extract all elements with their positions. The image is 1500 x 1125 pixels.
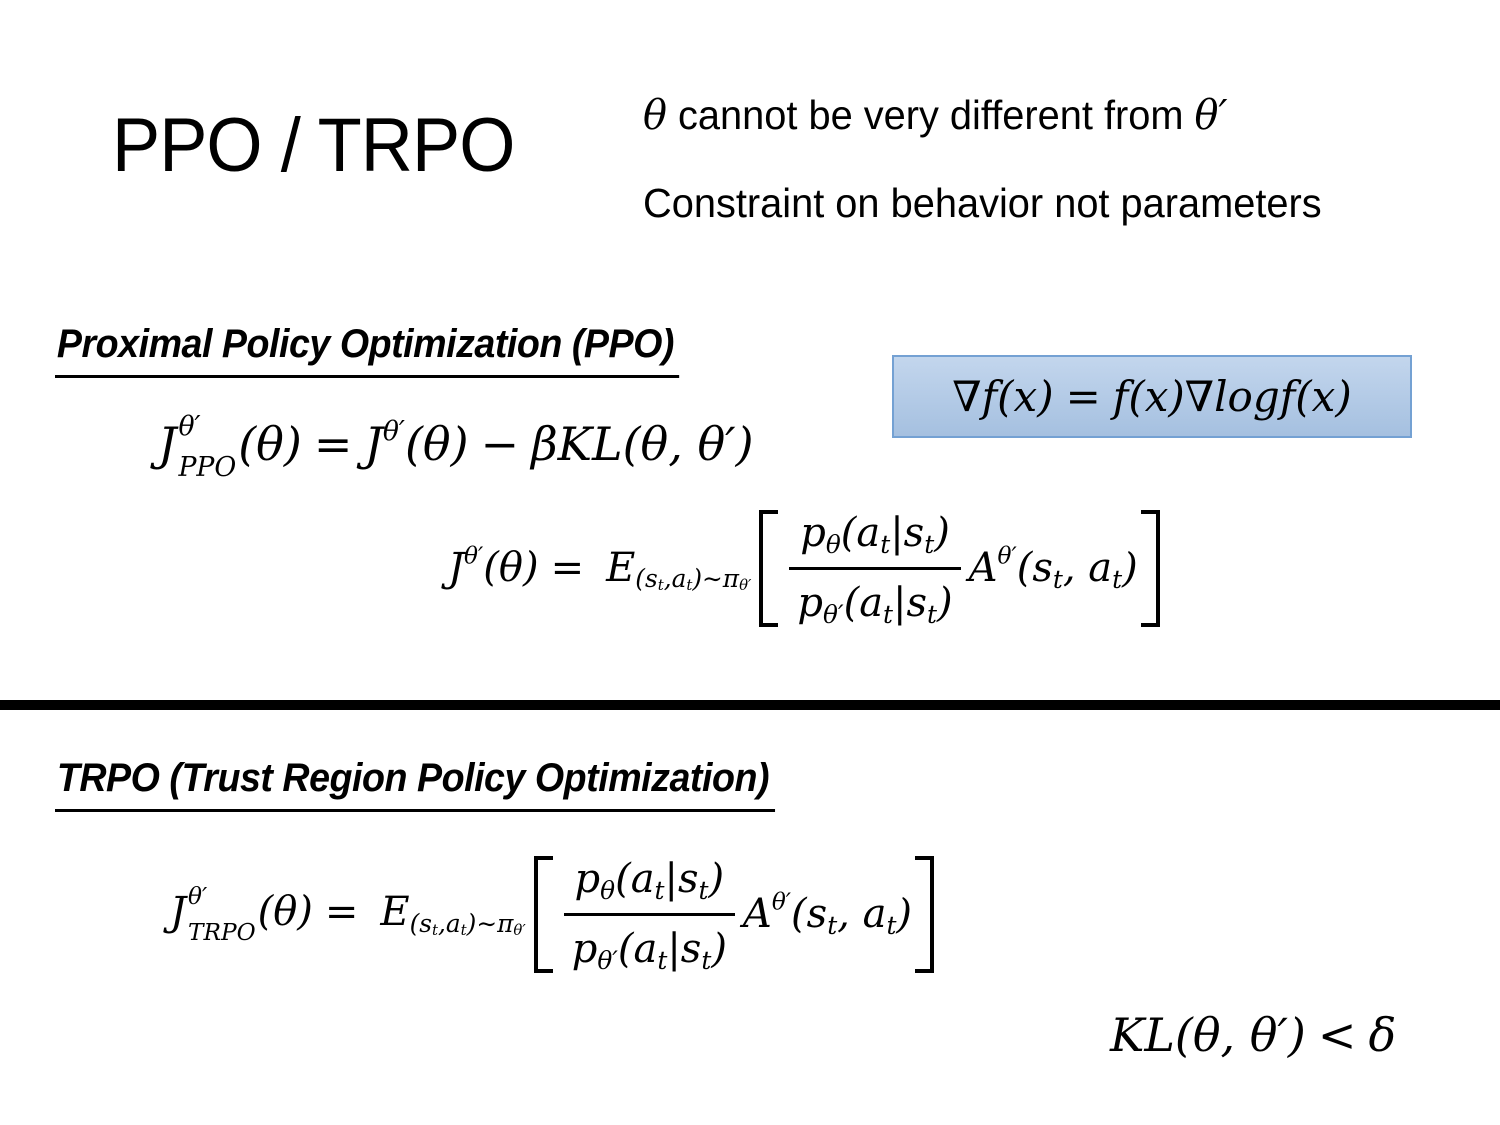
note-line-1 (643, 92, 1228, 139)
note-line-1-text: cannot be very different from (666, 92, 1195, 138)
slide-title: PPO / TRPO (112, 103, 515, 188)
right-bracket (1141, 510, 1160, 627)
gradient-identity-formula: ∇f(x) = f(x)∇logf(x) (952, 372, 1352, 421)
section-divider (0, 700, 1500, 710)
left-bracket (759, 510, 778, 627)
ppo-section-heading: Proximal Policy Optimization (PPO) (55, 322, 680, 378)
kl-constraint-formula: KL(θ, θ′) < δ (1110, 1008, 1397, 1062)
theta-prime-symbol: θ′ (1194, 91, 1228, 139)
fraction: $\frac{p_\theta(a_t|s_t)}{p_{\theta'}(a_t|s_t)}$ (789, 510, 960, 627)
ppo-objective-formula: J θ′ PPO $(\theta) = J^{\theta'}(\theta) - \beta KL(\theta$, θ′) (158, 411, 754, 484)
right-bracket (915, 856, 934, 973)
left-bracket (534, 856, 553, 973)
stacked-scripts: θ′ PPO (178, 411, 237, 484)
stacked-scripts: θ′ TRPO (188, 883, 256, 947)
ppo-expectation-formula: $J^{\theta'}(\theta) = E_{(st,at)\sim\pi\theta'}$ $\frac{p_\theta(a_t|s_t)}{p_{\theta'}(a_t|s_t)}$ $A^{\theta'}(s_t$, $a_t$) (448, 510, 1160, 627)
trpo-objective-formula: J θ′ TRPO $(\theta) = E_{(st,at)\sim\pi\theta'}$ $\frac{p_\theta(a_t|s_t)}{p_{\theta'}(a_t|s_t)}$ $A^{\theta'}(s_t$, $a_t$) (170, 856, 934, 973)
fraction: $\frac{p_\theta(a_t|s_t)}{p_{\theta'}(a_t|s_t)}$ (564, 856, 735, 973)
trpo-section-heading: TRPO (Trust Region Policy Optimization) (55, 756, 775, 812)
theta-symbol: θ (643, 91, 667, 139)
note-line-2: Constraint on behavior not parameters (643, 180, 1322, 226)
gradient-identity-highlight-box (892, 355, 1412, 438)
